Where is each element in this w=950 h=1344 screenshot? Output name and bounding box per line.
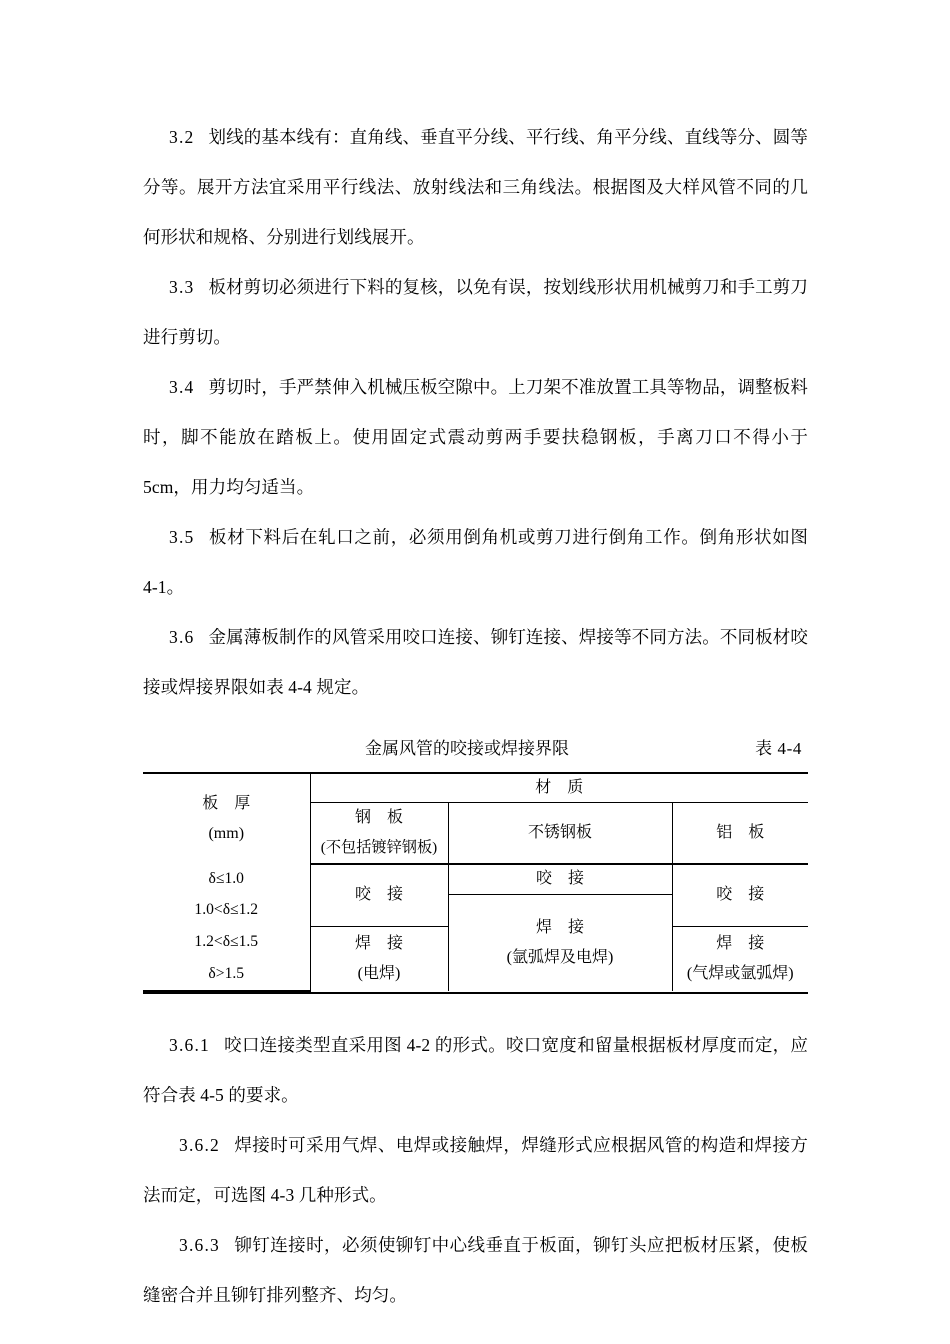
cell-steel-weld [310,926,448,991]
table-number: 表 4-4 [755,739,802,758]
paragraph-number: 3.6.2 [179,1135,220,1155]
table-header-row-1 [143,773,808,803]
cell-thickness-2: 1.0<δ≤1.2 [194,901,259,918]
paragraph-3-5 [143,512,808,612]
paragraph-3-6-2 [143,1120,808,1220]
paragraph-number: 3.6.1 [169,1035,210,1055]
header-aluminium-label: 铝 板 [716,824,765,841]
paragraph-text: 焊接时可采用气焊、电焊或接触焊，焊缝形式应根据风管的构造和焊接方法而定，可选图 4-3 几种形式。 [143,1135,808,1205]
header-stainless-label: 不锈钢板 [527,824,592,841]
table-bottom-rule [143,991,808,993]
header-cell-aluminium [672,803,808,865]
cell-steel-weld-label: 焊 接 [354,934,403,952]
cell-thickness-4: δ>1.5 [143,958,310,991]
table-spacer [143,994,808,1020]
paragraph-text: 剪切时，手严禁伸入机械压板空隙中。上刀架不准放置工具等物品，调整板料时，脚不能放在踏板上。使用固定式震动剪两手要扶稳钢板，手离刀口不得小于 5cm，用力均匀适当。 [143,377,808,497]
page-content [143,112,808,1320]
paragraph-3-6 [143,612,808,712]
paragraph-number: 3.5 [169,527,195,547]
header-cell-steel [310,803,448,865]
header-cell-material-group [310,773,808,803]
cell-aluminium-weld-label: 焊 接 [716,934,765,952]
paragraph-text: 金属薄板制作的风管采用咬口连接、铆钉连接、焊接等不同方法。不同板材咬接或焊接界限如表 4-4 规定。 [143,627,808,697]
cell-aluminium-weld [672,926,808,991]
paragraph-text: 板材下料后在轧口之前，必须用倒角机或剪刀进行倒角工作。倒角形状如图 4-1。 [143,527,808,597]
paragraph-text: 咬口连接类型直采用图 4-2 的形式。咬口宽度和留量根据板材厚度而定，应符合表 4-5 的要求。 [143,1035,808,1105]
paragraph-3-3 [143,262,808,362]
header-steel-label: 钢 板 [354,809,403,826]
header-cell-thickness [143,773,310,864]
paragraph-3-6-3 [143,1220,808,1320]
header-cell-stainless [448,803,672,865]
cell-thickness-1: δ≤1.0 [208,870,244,887]
paragraph-number: 3.6.3 [179,1235,220,1255]
paragraph-text: 铆钉连接时，必须使铆钉中心线垂直于板面，铆钉头应把板材压紧，使板缝密合并且铆钉排列整齐、均匀。 [143,1235,808,1305]
paragraph-text: 划线的基本线有：直角线、垂直平分线、平行线、角平分线、直线等分、圆等分等。展开方法宜采用平行线法、放射线法和三角线法。根据图及大样风管不同的几何形状和规格、分别进行划线展开。 [143,127,808,247]
paragraph-number: 3.3 [169,277,195,297]
welding-limits-table [143,772,808,994]
paragraph-3-4 [143,362,808,512]
cell-steel-joint: 咬 接 [310,864,448,926]
table-caption [143,726,808,772]
paragraph-text: 板材剪切必须进行下料的复核，以免有误，按划线形状用机械剪刀和手工剪刀进行剪切。 [143,277,808,347]
cell-steel-weld-note: (电焊) [357,964,401,982]
cell-stainless-joint: 咬 接 [448,864,672,894]
header-steel-note: (不包括镀锌钢板) [320,839,438,856]
cell-thickness-3: 1.2<δ≤1.5 [194,933,259,950]
paragraph-3-2 [143,112,808,262]
table-title: 金属风管的咬接或焊接界限 [365,739,569,758]
cell-stainless-weld [448,894,672,991]
header-material-label: 材 质 [535,779,584,796]
paragraph-number: 3.2 [169,127,195,147]
paragraph-number: 3.6 [169,627,195,647]
table-bottom-rule-row [143,991,808,993]
paragraph-3-6-1 [143,1020,808,1120]
cell-stainless-weld-label: 焊 接 [535,918,584,936]
table-row [143,864,808,894]
header-thickness-unit: (mm) [208,825,245,842]
paragraph-number: 3.4 [169,377,195,397]
cell-aluminium-joint: 咬 接 [672,864,808,926]
cell-stainless-weld-note: (氩弧焊及电焊) [506,948,614,966]
cell-aluminium-weld-note: (气焊或氩弧焊) [686,964,794,982]
header-thickness-label: 板 厚 [202,795,251,812]
